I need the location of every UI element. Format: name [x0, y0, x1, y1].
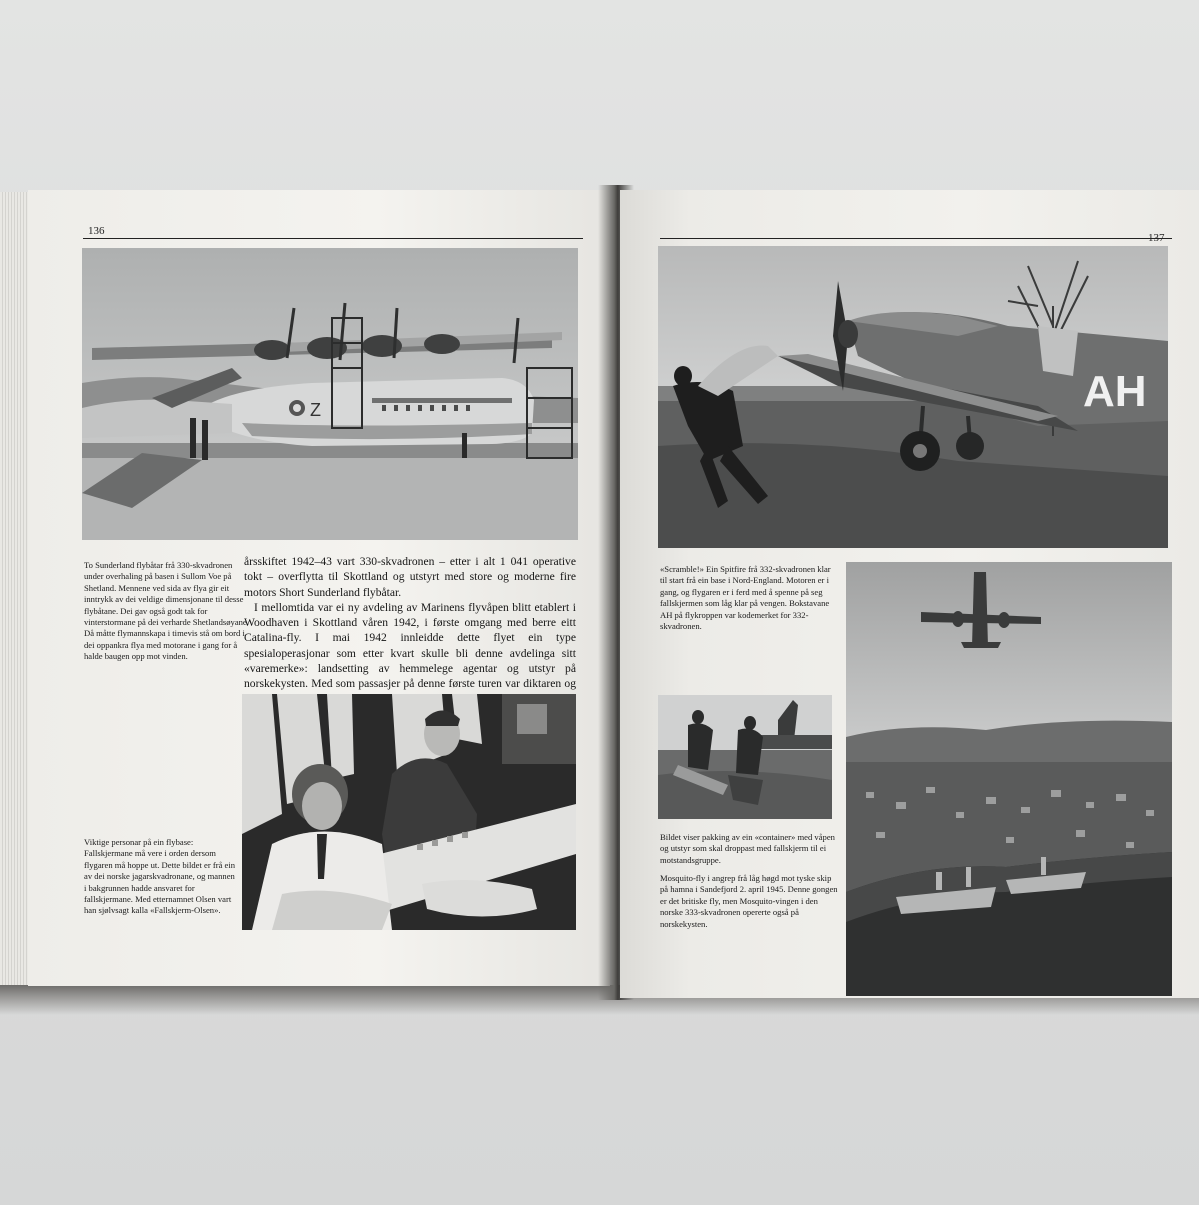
page-stack-edge — [0, 192, 30, 992]
header-rule-left — [83, 238, 583, 239]
header-rule-right — [660, 238, 1172, 239]
spitfire-photo-caption: «Scramble!» Ein Spitfire frå 332-skvadronen klar til start frå ein base i Nord-England. Motoren er i gang, og flygaren er i ferd med å spenne på seg fallskjermen som låg klar på vengen. Bokstavane AH på flykroppen var kodemerket for 332-skvadronen. — [660, 564, 831, 632]
sunderland-photo-caption: To Sunderland flybåtar frå 330-skvadronen under overhaling på basen i Sullom Voe på Shetland. Mennene ved sida av flya gir eit inntrykk av dei veldige dimensjonane til desse flybåtane. Dei gav også godt tak for vinterstormane på dei verharde Shetlandsøyane. Då måtte flymannskapa i timevis stå om bord i dei oppankra flya med motorane i gang for å halde baugen opp mot vinden. — [84, 560, 249, 662]
squadron-code-ah: AH — [1083, 367, 1147, 416]
sunderland-flying-boats-photo — [82, 248, 578, 540]
left-page — [28, 190, 610, 986]
article-paragraph-2: I mellomtida var ei ny avdeling av Marinens flyvåpen blitt etablert i Woodhaven i Skottland våren 1942, i første omgang med berre eitt Catalina-fly. I mai 1942 innleidde dette flyet ein type spesialoperasjonar som etter kvart skulle bli denne avdelinga sitt «varemerke»: landsetting av hemmelege agentar og utstyr på norskekysten. Med som passasjer på denne første turen var diktaren og — [244, 600, 576, 691]
container-packing-photo — [658, 695, 832, 819]
page-number-left: 136 — [88, 225, 105, 237]
right-page — [620, 190, 1199, 998]
parachute-photo-caption: Viktige personar på ein flybase: Fallskjermane må vere i orden dersom flygaren må hoppe ut. Dette bildet er frå ein av dei norske jagarskvadronane, og mannen i bakgrunnen hadde ansvaret for fallskjermane. Med etternamnet Olsen vart han sjølvsagt kalla «Fallskjerm-Olsen». — [84, 837, 236, 916]
parachute-packing-photo — [242, 694, 576, 930]
spitfire-scramble-photo — [658, 246, 1168, 548]
container-photo-caption: Bildet viser pakking av ein «container» med våpen og utstyr som skal droppast med fallskjerm til ei motstandsgruppe. — [660, 832, 835, 865]
aircraft-code-z: Z — [310, 400, 321, 420]
mosquito-photo-caption: Mosquito-fly i angrep frå låg høgd mot tyske skip på hamna i Sandefjord 2. april 1945. Denne gongen er det britiske fly, men Mosquito-vingen i den norske 333-skvadronen opererte også på norskekysten. — [660, 873, 838, 929]
page-number-right: 137 — [1148, 232, 1165, 244]
article-paragraph-1: årsskiftet 1942–43 vart 330-skvadronen – etter i alt 1 041 operative tokt – overflytta til Skottland og utstyrt med store og moderne fire motors Short Sunderland flybåtar. — [244, 555, 576, 599]
mosquito-attack-sandefjord-photo — [846, 562, 1172, 996]
main-article-text — [244, 554, 576, 707]
